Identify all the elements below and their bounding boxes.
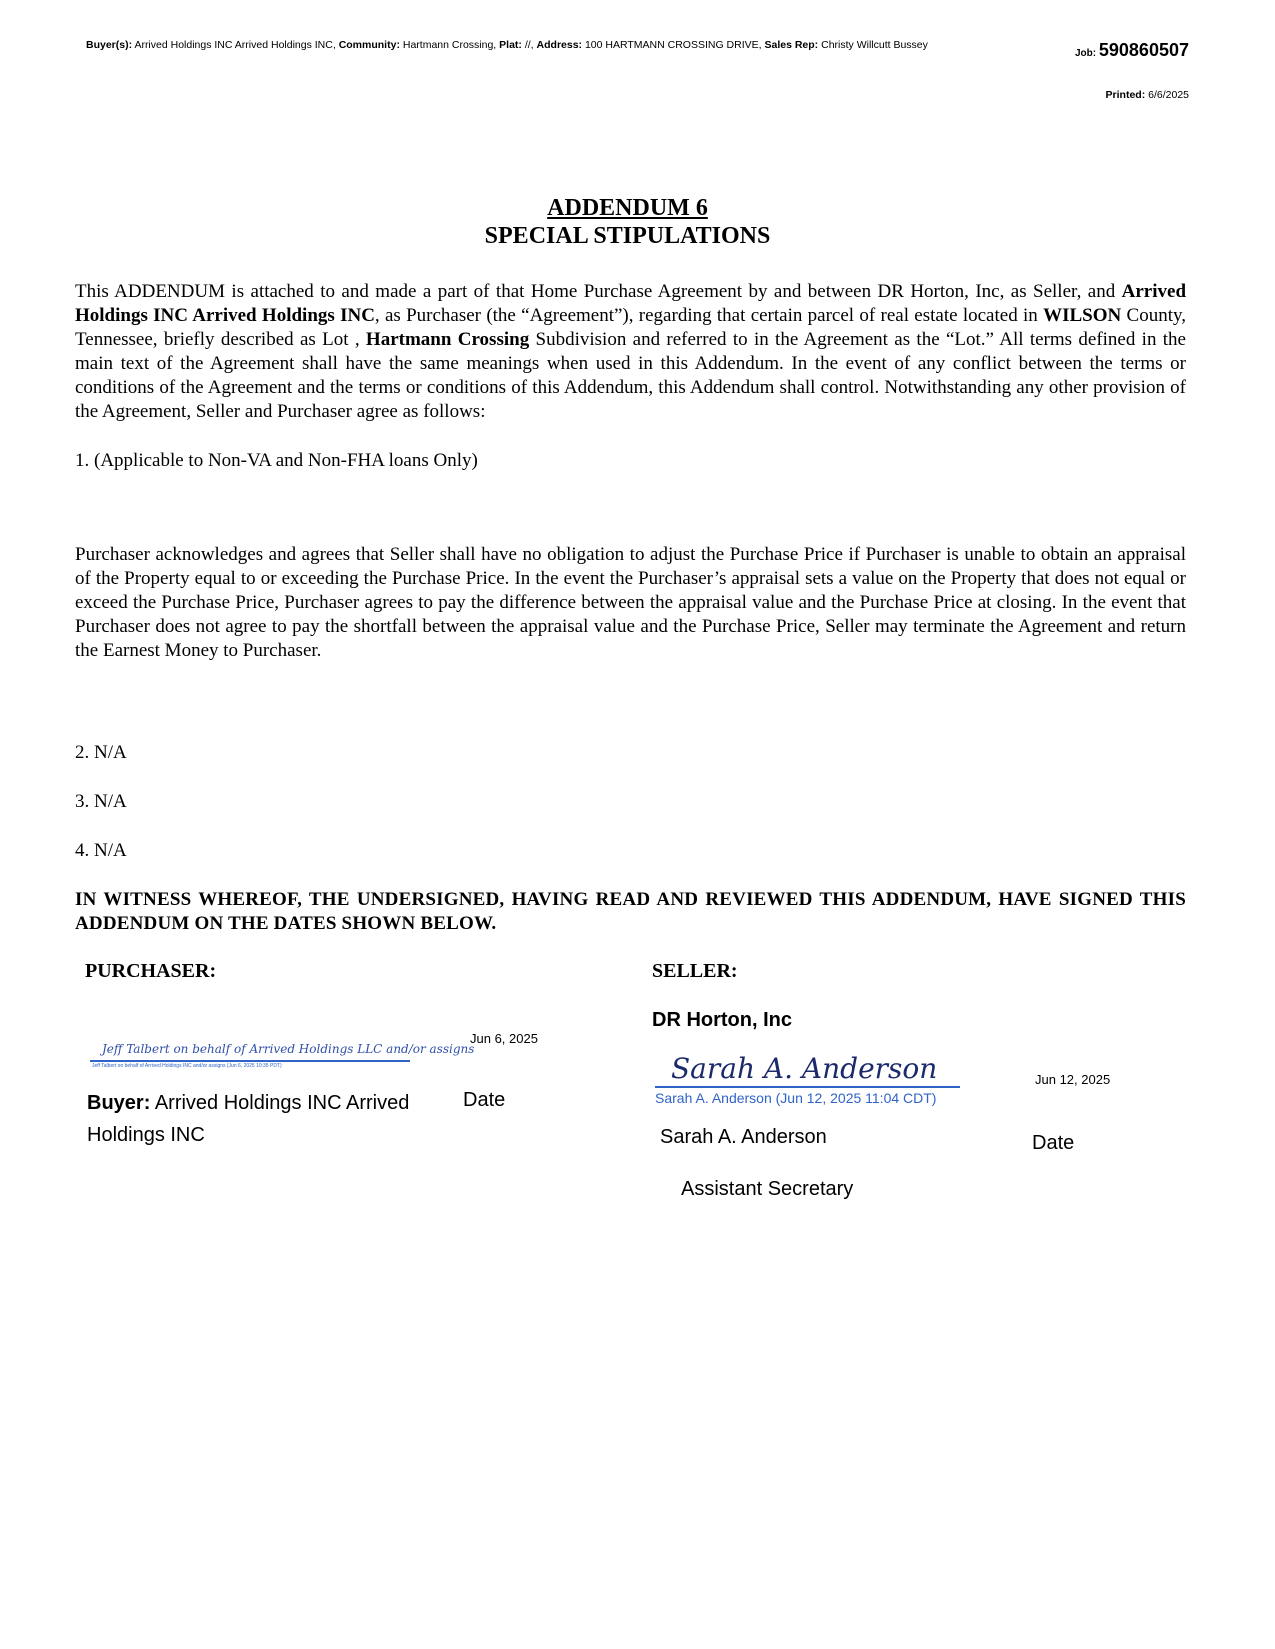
purchaser-signed-date: Jun 6, 2025 [470,1031,538,1046]
stipulation-item-4: 4. N/A [75,840,127,861]
community-value: Hartmann Crossing, [402,39,497,51]
addendum-title: ADDENDUM 6 [547,195,708,221]
seller-signed-date: Jun 12, 2025 [1035,1072,1111,1087]
seller-date-label: Date [1032,1132,1075,1154]
community-label: Community: [338,39,400,51]
addendum-subtitle: SPECIAL STIPULATIONS [484,223,771,249]
plat-value: //, [524,39,534,51]
job-info [1075,40,1189,61]
purchaser-date-label: Date [463,1089,506,1111]
intro-subdivision: Hartmann Crossing [365,329,530,350]
printed-info [1106,89,1189,101]
stipulation-item-3: 3. N/A [75,791,127,812]
sales-rep-value: Christy Willcutt Bussey [821,39,928,51]
seller-label: SELLER: [652,960,738,982]
purchaser-label: PURCHASER: [85,960,217,982]
job-number: 590860507 [1098,40,1189,60]
intro-text-2: , as Purchaser (the “Agreement”), regarding that certain parcel of real estate located in [374,305,1038,326]
intro-text-4: Subdivision and referred to in the Agreement as the “Lot.” All terms defined in the main text of the Agreement shall have the same meanings when used in this Addendum. In the event of any conflict between the terms or conditions of the Agreement and the terms or conditions of this Addendum, this Addendum shall control. Notwithstanding any other provision of the Agreement, Seller and Purchaser agree as follows: [75,329,1186,422]
address-label: Address: [536,39,583,51]
stipulation-item-2: 2. N/A [75,742,127,763]
buyer-label: Buyer: [87,1092,151,1114]
buyers-label: Buyer(s): [86,39,133,51]
job-label: Job: [1075,48,1097,59]
intro-paragraph [75,280,1186,424]
witness-clause: IN WITNESS WHEREOF, THE UNDERSIGNED, HAVING READ AND REVIEWED THIS ADDENDUM, HAVE SIGNED THIS ADDENDUM ON THE DATES SHOWN BELOW. [75,889,1186,934]
buyer-name-block [87,1087,437,1151]
seller-signature-script: Sarah A. Anderson [671,1052,938,1085]
address-value: 100 HARTMANN CROSSING DRIVE, [584,39,762,51]
seller-signature [655,1052,960,1112]
intro-purchaser-name: Arrived Holdings INC Arrived Holdings INC [75,281,1187,326]
printed-date: 6/6/2025 [1148,89,1189,101]
seller-signature-stamp: Sarah A. Anderson (Jun 12, 2025 11:04 CDT) [655,1090,937,1106]
intro-text-3: County, Tennessee, briefly described as Lot , [75,305,1187,350]
plat-label: Plat: [499,39,522,51]
header-info [86,39,928,51]
stipulation-item-1-text: Purchaser acknowledges and agrees that Seller shall have no obligation to adjust the Purchase Price if Purchaser is unable to obtain an appraisal of the Property equal to or exceeding the Purchase Price. In the event the Purchaser’s appraisal sets a value on the Property that does not equal or exceed the Purchase Price, Purchaser agrees to pay the difference between the appraisal value and the Purchase Price at closing. In the event that Purchaser does not agree to pay the shortfall between the appraisal value and the Purchase Price, Seller may terminate the Agreement and return the Earnest Money to Purchaser. [75,544,1186,661]
purchaser-signature-script: Jeff Talbert on behalf of Arrived Holdings LLC and/or assigns [102,1042,475,1056]
intro-text-1: This ADDENDUM is attached to and made a part of that Home Purchase Agreement by and between DR Horton, Inc, as Seller, and [75,281,1116,302]
seller-name: Sarah A. Anderson [660,1126,827,1148]
stipulation-item-1: 1. (Applicable to Non-VA and Non-FHA loans Only) [75,450,478,471]
buyer-name: Arrived Holdings INC Arrived Holdings INC [87,1092,410,1146]
seller-company: DR Horton, Inc [652,1009,792,1031]
purchaser-signature [90,1042,475,1070]
printed-label: Printed: [1105,89,1146,101]
purchaser-signature-stamp: Jeff Talbert on behalf of Arrived Holdings INC and/or assigns (Jun 6, 2025 10:35 PDT) [92,1063,282,1069]
sales-rep-label: Sales Rep: [764,39,819,51]
purchaser-signature-line [90,1060,410,1062]
seller-signature-line [655,1086,960,1088]
intro-county: WILSON [1043,305,1122,326]
seller-title: Assistant Secretary [681,1178,854,1200]
buyers-value: Arrived Holdings INC Arrived Holdings INC, [134,39,336,51]
